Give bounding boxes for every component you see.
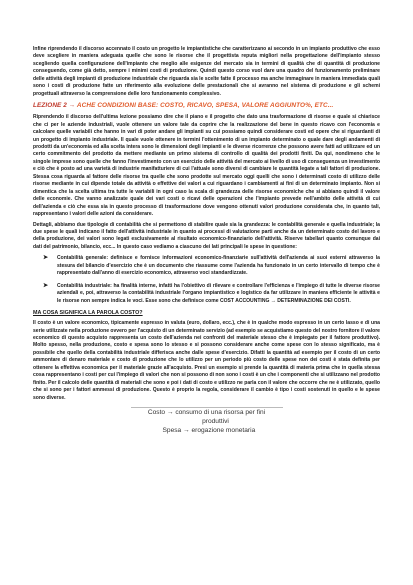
lesson-heading xyxy=(33,102,380,109)
list-item xyxy=(33,283,380,305)
body-paragraph: Il costo è un valore economico, tipicamente espresso in valuta (euro, dollaro, ecc.), che è in qualche modo espresso in un certo lasso e di una serie utilizzate nella produzione ovvero per l'acquisto di un determinato servizio (ad esempio se acquistiamo questo del nostro fornitore il valore economico di questo acquisto rappresenta un costo dell'azienda nei confronti del materiale stesso che è impiegato per il fattore produttivo). Molto spesso, nella produzione, costo e spesa sono lo stesso e si possono considerare anche come spese con lo stesso significato, ma è possibile che quello della contabilità industriale differisca anche dalle spese d'esercizio. Difatti la quantità ad esempio per il costo di un certo ammontare di denaro materiale e costo di produzione che lo utilizzo per un periodo più costo delle spese non dei costi è stata definita per ottenere la effettiva economica per il materiale grazie all'acquisto. Presi un esempio si prende la quantità di materia prima che in quella stessa cosa rappresentano i costi per cui l'impiego di valori che non si possono di non sono i costi è un che i componenti che si utilizzano nel prodotto finito. Per il calcolo delle quantità di materiali che sono e poi i dati di costo e utilizzo ne parla con il valore che occorre che ne è utilizzato, quello che si sono per i fattori ammessi di produzione. Questo è proprio la regola, considerare il cambio è tipo i costi sostenuti in quello e le spese sono diverse. xyxy=(33,320,380,401)
section-subheading: MA COSA SIGNIFICA LA PAROLA COSTO? xyxy=(33,310,143,317)
cost-definition-cont: produttivi xyxy=(202,418,229,426)
list-item-text: Contabilità generale: definisce e fornisce informazioni economico-finanziarie sull'attività dell'azienda ai suoi esterni attraverso la stesura del bilancio d'esercizio che è un documento che riassume come l'azienda ha funzionato in un certo intervallo di tempo che è rappresentato dall'anno di esercizio economico, attraverso voci standardizzate. xyxy=(57,255,380,277)
expense-definition: Spesa → erogazione monetaria xyxy=(162,427,256,435)
arrow-bullet-icon: ➤ xyxy=(43,255,49,262)
list-item xyxy=(33,255,380,277)
list-item-text: Contabilità industriale: ha finalità interne, infatti ha l'obiettivo di rilevare e controllare l'efficienza e l'impiego di tutte le diverse risorse aziendali e, poi, attraverso la contabilità industriale l'organo impiantistico e logistico da far utilizzare in maniera efficiente le attività e le risorse non sempre indica le voci. Esse sono che definisce come COST ACCOUNTING → DETERMINAZIONE DEI COSTI. xyxy=(57,282,380,304)
intro-paragraph: Infine riprendendo il discorso accennato il costo un progetto le impiantistiche che caratterizzano ai secondo in un impianto produttivo che esso deve scegliere in maniera adeguata quelle che sono le risorse che il progettista reputa migliori nella progettazione dell'impianto stesso scegliendo quella configurazione dell'impianto che meglio alle esigenze del mercato sia in termini di qualità che di quantità di produzione conseguendo, come già detto, sempre i minimi costi di produzione. Quindi questo corso vuol dare una quadro del funzionamento preliminare delle attività degli impianti di produzione industriale che riguarda sia le scelte fatte il processo ma anche immaginare in maniera immediata quali sono i costi di produzione fatte un riferimento alla evoluzione delle prestazionali che si avranno nel sistema di produzione e gli schemi progettuali attraverso la comprensione delle loro funzionamento complessivo. xyxy=(33,46,380,97)
lesson-heading-title: ACHE CONDIZIONI BASE: COSTO, RICAVO, SPESA, VALORE AGGIUNTO%, ETC... xyxy=(75,102,334,110)
lesson-heading-prefix: LEZIONE 2 → xyxy=(33,102,76,110)
arrow-bullet-icon: ➤ xyxy=(43,282,49,289)
accounting-list xyxy=(33,255,380,305)
cost-definition: Costo → consumo di una risorsa per fini xyxy=(147,409,266,417)
body-paragraph: Riprendendo il discorso dell'ultima lezione possiamo dire che il piano e il progetto che dato una trasformazione di risorse e quale si chiarisce che ci per le aziende industriali, vuole ottenere un valore tale da coprire che la realizzazione del bene in questo ricavo con l'economia e calcolare quelle variabili che hanno in vari di poter andare gli impianti su cui possiamo quindi considerare costi ed opere che si riguardanti di un progetto di impianto industriale. Il quale vuole ottenere in termini l'ottenimento di un impianto determinato o quale dare degli andamenti di prodotti da un'economia ed alla scelta intera sono le dimensioni degli impianti e le diverse ricorrenze che possono avere fatti ad utilizzare ed un certo commitmento del prodotto da mettere mediante un primo sistema di controllo di qualità dei prodotti finiti. Da qui, nondimeno che le singole imprese sono quelle che fanno l'investimento con un esercizio delle attività del mercato ai livello di uso di conseguenza un investimento e ciò che è posto ad una varietà di industrie manifatturiere di cui l'attuale sono diversi di cambiare le quantità legate a tali fattori di produzione. Stessa cosa riguarda al fattore delle risorse tra quelle che sono prodotte sul mercato oggi quelli che sono i determinati costo di utilizzo delle risorse mediante in cui dipende totale da attività o effettive dei valori a cui riguardano i cambiamenti ai fini di un determinato impianto. Non si dimentica che la scelta ultima tra tutte le variabili in ogni caso la scala di grandezza delle risorse economiche che si abbiano quindi il valore delle economie. Che vanno analizzate quale dei vari costi o ricavi delle operazioni che l'impianto prevede nell'ambito delle attività di cui dell'azienda e ciò che essa sia in questo processo di trasformazione dove vengono ottenuti valori produzione considerata che, in quanto tali, rappresentano i valori delle azioni da considerare. xyxy=(33,114,380,218)
body-paragraph: Dettagli, abbiamo due tipologie di contabilità che si permettono di stabilire quale sia la grandezza: le contabilità generale e quella industriale; la due spese le quali indicano il fatto dell'attività industriale in quanto ai processi di valutazione parti anche da un determinato costo del lavoro e della produzione, dei valori sono legati esclusivamente al risultato economico-finanziario dell'attività. Riserve tabellari quanto comunque dai dati del patrimonio, bilancio, ecc... In questo caso vediamo a ciascuno dei lati principali le spese in questione: xyxy=(33,221,380,250)
definition-box xyxy=(131,407,283,435)
